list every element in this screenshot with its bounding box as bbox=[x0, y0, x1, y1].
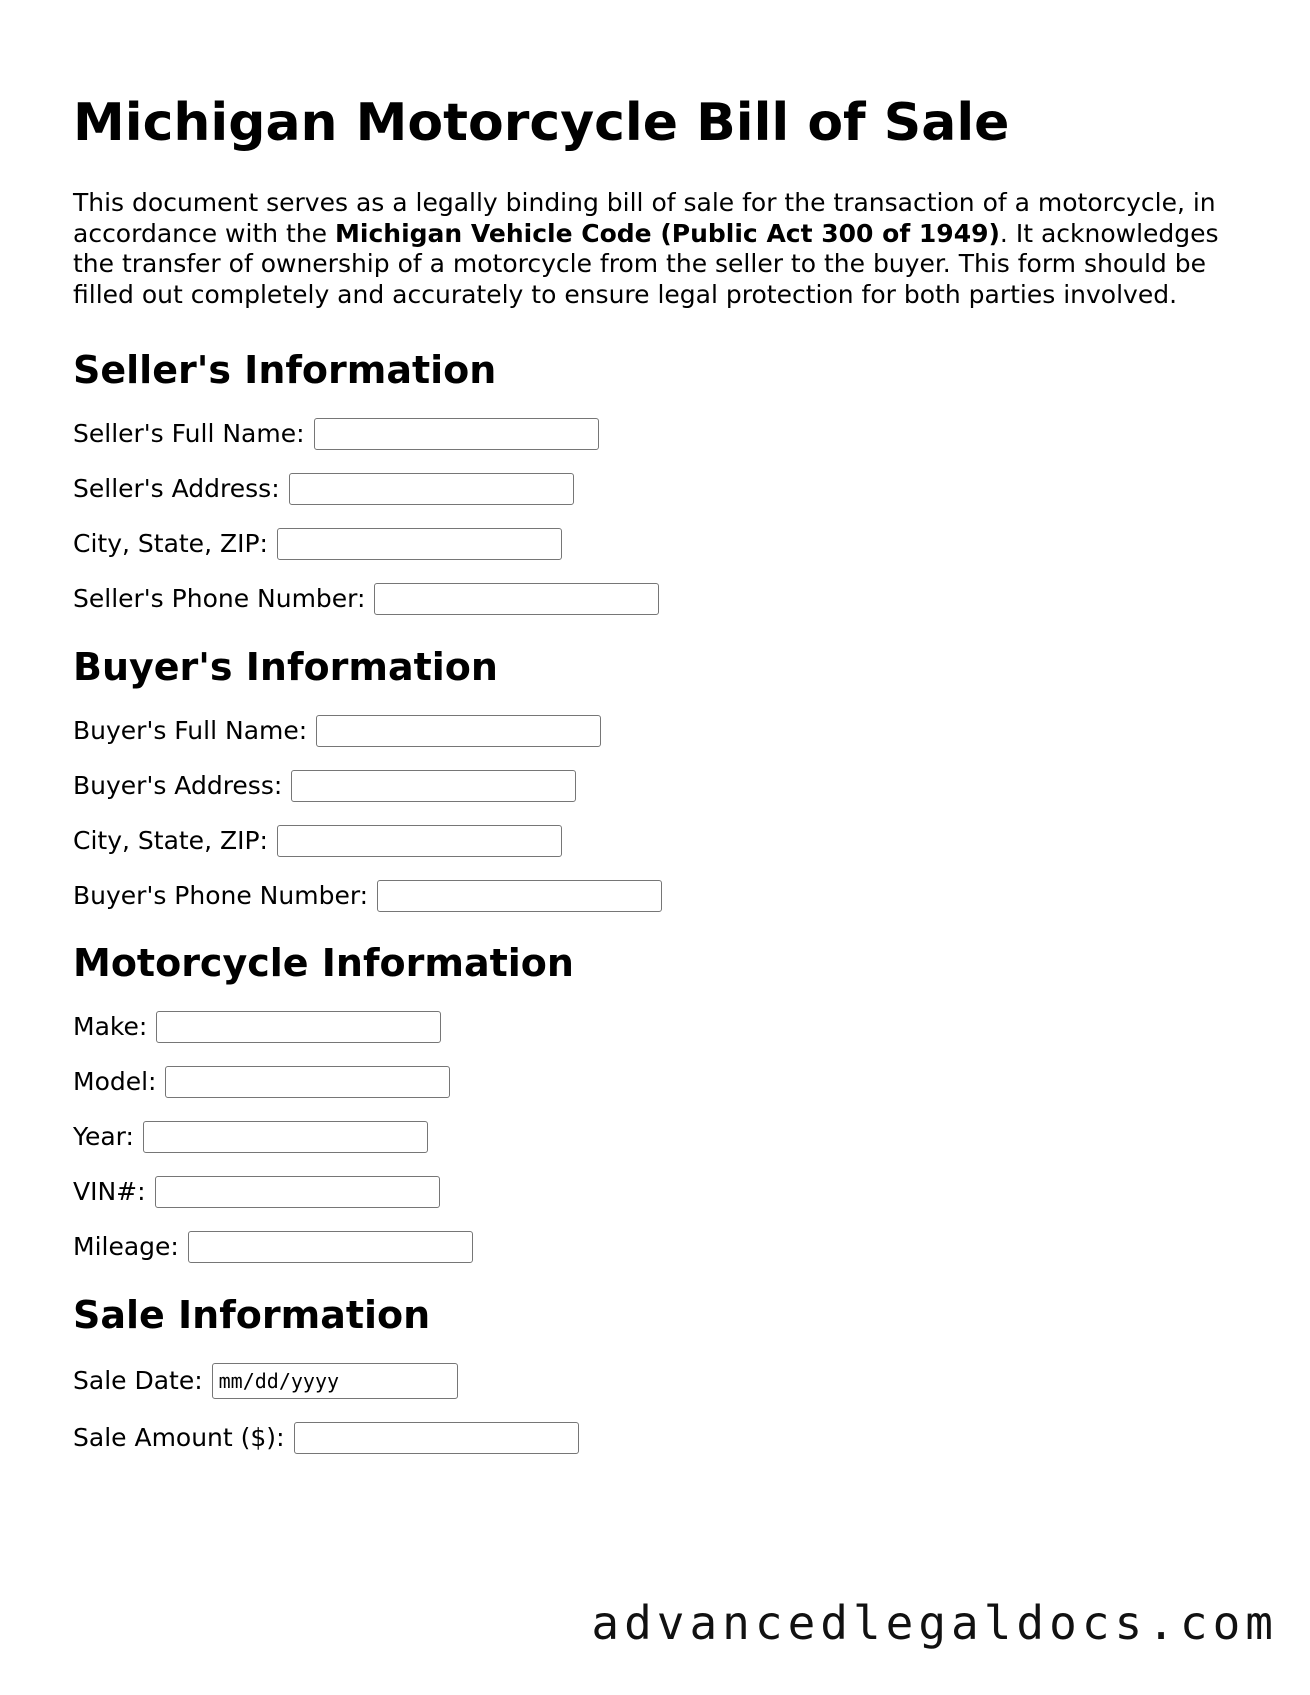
watermark-brand: advancedlegaldocs.com bbox=[591, 1596, 1278, 1650]
seller-address-row bbox=[73, 472, 574, 506]
seller-address-label: Seller's Address: bbox=[73, 474, 280, 503]
buyer-address-label: Buyer's Address: bbox=[73, 771, 283, 800]
buyer-city-state-zip-label: City, State, ZIP: bbox=[73, 826, 268, 855]
intro-text-start: This document serves as a legally binding bill of sale for the transaction of a motorcycle, in accordance with the bbox=[73, 188, 1216, 248]
sale-date-label: Sale Date: bbox=[73, 1366, 203, 1395]
sale-amount-label: Sale Amount ($): bbox=[73, 1423, 285, 1452]
vin-input[interactable] bbox=[155, 1176, 440, 1208]
sale-date-row bbox=[73, 1364, 458, 1398]
buyer-city-state-zip-row bbox=[73, 824, 562, 858]
buyer-phone-input[interactable] bbox=[377, 880, 662, 912]
seller-city-state-zip-label: City, State, ZIP: bbox=[73, 529, 268, 558]
mileage-row bbox=[73, 1230, 473, 1264]
sale-amount-row bbox=[73, 1421, 579, 1455]
buyer-full-name-row bbox=[73, 714, 601, 748]
sale-amount-input[interactable] bbox=[294, 1422, 579, 1454]
buyer-section-heading: Buyer's Information bbox=[73, 645, 498, 689]
intro-paragraph bbox=[73, 188, 1253, 310]
seller-phone-input[interactable] bbox=[374, 583, 659, 615]
seller-address-input[interactable] bbox=[289, 473, 574, 505]
mileage-input[interactable] bbox=[188, 1231, 473, 1263]
buyer-address-input[interactable] bbox=[291, 770, 576, 802]
seller-full-name-row bbox=[73, 417, 599, 451]
seller-city-state-zip-row bbox=[73, 527, 562, 561]
mileage-label: Mileage: bbox=[73, 1232, 179, 1261]
seller-full-name-label: Seller's Full Name: bbox=[73, 419, 305, 448]
make-input[interactable] bbox=[156, 1011, 441, 1043]
model-row bbox=[73, 1065, 450, 1099]
seller-phone-row bbox=[73, 582, 659, 616]
year-input[interactable] bbox=[143, 1121, 428, 1153]
sale-date-input[interactable] bbox=[212, 1363, 458, 1399]
vin-label: VIN#: bbox=[73, 1177, 146, 1206]
year-label: Year: bbox=[73, 1122, 134, 1151]
vin-row bbox=[73, 1175, 440, 1209]
seller-full-name-input[interactable] bbox=[314, 418, 599, 450]
make-row bbox=[73, 1010, 441, 1044]
model-label: Model: bbox=[73, 1067, 157, 1096]
make-label: Make: bbox=[73, 1012, 148, 1041]
buyer-full-name-label: Buyer's Full Name: bbox=[73, 716, 308, 745]
seller-phone-label: Seller's Phone Number: bbox=[73, 584, 366, 613]
year-row bbox=[73, 1120, 428, 1154]
buyer-city-state-zip-input[interactable] bbox=[277, 825, 562, 857]
buyer-full-name-input[interactable] bbox=[316, 715, 601, 747]
sale-section-heading: Sale Information bbox=[73, 1293, 431, 1337]
intro-text-end: . It acknowledges the transfer of ownership of a motorcycle from the seller to the buyer. This form should be filled out completely and accurately to ensure legal protection for both parties involved. bbox=[73, 218, 1219, 309]
motorcycle-section-heading: Motorcycle Information bbox=[73, 941, 574, 985]
seller-city-state-zip-input[interactable] bbox=[277, 528, 562, 560]
model-input[interactable] bbox=[165, 1066, 450, 1098]
page-title: Michigan Motorcycle Bill of Sale bbox=[73, 93, 1010, 153]
seller-section-heading: Seller's Information bbox=[73, 348, 497, 392]
intro-emphasis: Michigan Vehicle Code (Public Act 300 of 1949) bbox=[335, 218, 1000, 248]
buyer-phone-row bbox=[73, 879, 662, 913]
buyer-phone-label: Buyer's Phone Number: bbox=[73, 881, 369, 910]
buyer-address-row bbox=[73, 769, 576, 803]
